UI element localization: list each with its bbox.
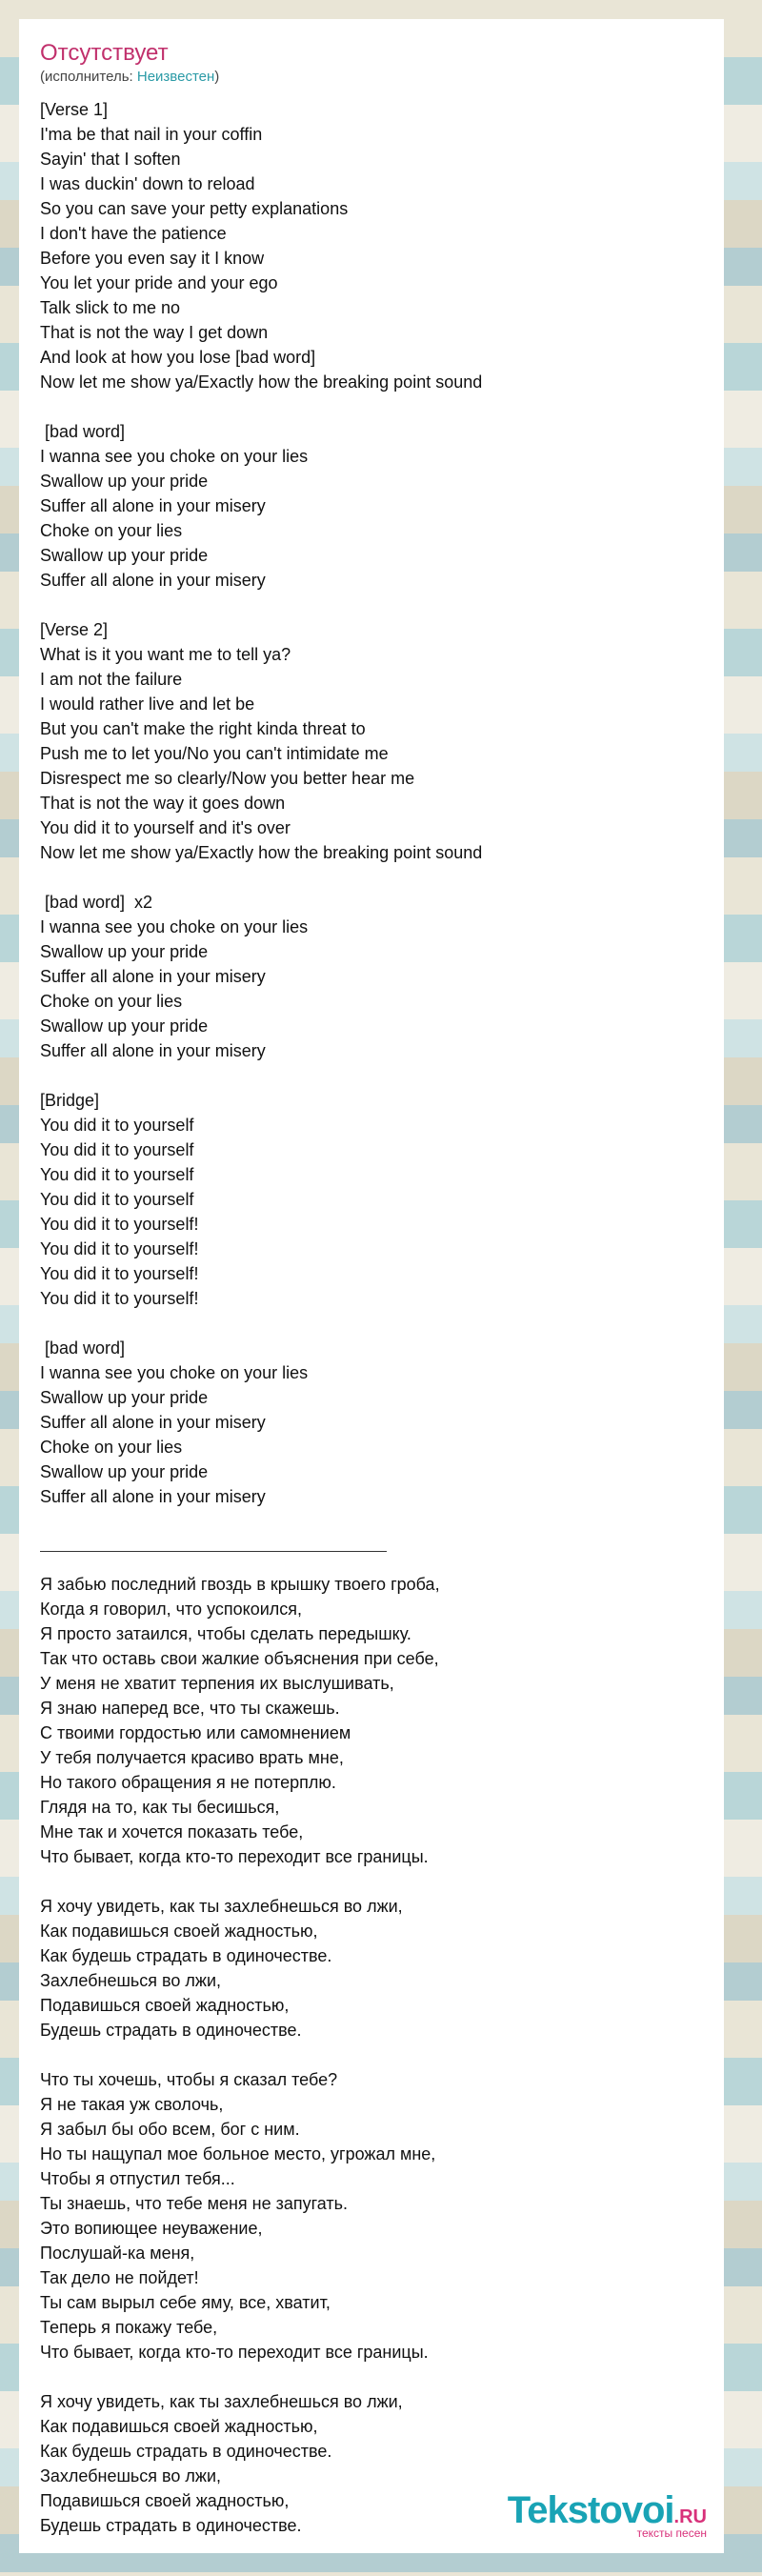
lyrics-line: Swallow up your pride	[40, 942, 209, 961]
translation-line: Как подавишься своей жадностью,	[40, 1922, 318, 1941]
translation-line: Я забью последний гвоздь в крышку твоего гроба,	[40, 1575, 440, 1594]
translation-line: Подавишься своей жадностью,	[40, 1996, 290, 2015]
lyrics-line: [Bridge]	[40, 1091, 100, 1110]
translation-line: С твоими гордостью или самомнением	[40, 1723, 351, 1742]
artist-line	[40, 69, 219, 85]
lyrics-line: Swallow up your pride	[40, 546, 209, 565]
song-title: Отсутствует	[40, 40, 169, 66]
lyrics-line: I wanna see you choke on your lies	[40, 447, 309, 466]
lyrics-line: Suffer all alone in your misery	[40, 967, 266, 986]
lyrics-line: That is not the way it goes down	[40, 794, 286, 813]
translation-line: Как будешь страдать в одиночестве.	[40, 2442, 332, 2461]
translation-line: Захлебнешься во лжи,	[40, 1971, 221, 1990]
lyrics-line: I wanna see you choke on your lies	[40, 917, 309, 936]
lyrics-line: Disrespect me so clearly/Now you better hear me	[40, 769, 415, 788]
translation-line: Теперь я покажу тебе,	[40, 2318, 218, 2337]
translation-line: Послушай-ка меня,	[40, 2244, 195, 2263]
lyrics-line: Before you even say it I know	[40, 249, 265, 268]
content-panel	[19, 19, 724, 2553]
lyrics-line	[40, 1063, 707, 1088]
lyrics-line: You did it to yourself!	[40, 1264, 199, 1283]
lyrics-line: Suffer all alone in your misery	[40, 1487, 266, 1506]
translation-line: Что ты хочешь, чтобы я сказал тебе?	[40, 2070, 338, 2089]
translation-line: Я просто затаился, чтобы сделать передышку.	[40, 1624, 411, 1643]
lyrics-line: [Verse 2]	[40, 620, 109, 639]
lyrics-line: Talk slick to me no	[40, 298, 181, 317]
lyrics-line: Now let me show ya/Exactly how the breaking point sound	[40, 372, 483, 392]
translation-line: Захлебнешься во лжи,	[40, 2466, 221, 2485]
lyrics-text	[40, 97, 707, 1509]
lyrics-line: [bad word]	[40, 1338, 126, 1358]
lyrics-line	[40, 394, 707, 419]
lyrics-line: Choke on your lies	[40, 992, 183, 1011]
section-divider	[40, 1551, 387, 1552]
lyrics-line: Swallow up your pride	[40, 1388, 209, 1407]
lyrics-line	[40, 1311, 707, 1336]
translation-line: У тебя получается красиво врать мне,	[40, 1748, 344, 1767]
translation-text	[40, 1572, 707, 2538]
lyrics-line: What is it you want me to tell ya?	[40, 645, 291, 664]
translation-line: Я знаю наперед все, что ты скажешь.	[40, 1699, 340, 1718]
translation-line: Так что оставь свои жалкие объяснения при себе,	[40, 1649, 439, 1668]
lyrics-line: Swallow up your pride	[40, 472, 209, 491]
translation-line: Как будешь страдать в одиночестве.	[40, 1946, 332, 1965]
translation-line: Будешь страдать в одиночестве.	[40, 2021, 302, 2040]
translation-line: Как подавишься своей жадностью,	[40, 2417, 318, 2436]
lyrics-line	[40, 865, 707, 890]
translation-line	[40, 2365, 707, 2389]
lyrics-line: I'ma be that nail in your coffin	[40, 125, 263, 144]
lyrics-line: You did it to yourself	[40, 1190, 194, 1209]
lyrics-line: You let your pride and your ego	[40, 273, 278, 292]
lyrics-line: You did it to yourself	[40, 1140, 194, 1159]
lyrics-line: Choke on your lies	[40, 521, 183, 540]
lyrics-line: Sayin' that I soften	[40, 150, 181, 169]
translation-line: Когда я говорил, что успокоился,	[40, 1600, 303, 1619]
translation-line: Но ты нащупал мое больное место, угрожал мне,	[40, 2144, 436, 2163]
translation-line: Что бывает, когда кто-то переходит все границы.	[40, 1847, 429, 1866]
logo-tagline: тексты песен	[636, 2526, 707, 2540]
translation-line: Я забыл бы обо всем, бог с ним.	[40, 2120, 300, 2139]
translation-line: Так дело не пойдет!	[40, 2268, 199, 2287]
lyrics-line: [bad word] x2	[40, 893, 153, 912]
translation-line: У меня не хватит терпения их выслушивать,	[40, 1674, 394, 1693]
lyrics-line: Push me to let you/No you can't intimidate me	[40, 744, 389, 763]
lyrics-line: I am not the failure	[40, 670, 183, 689]
lyrics-line: Suffer all alone in your misery	[40, 496, 266, 515]
lyrics-line: I was duckin' down to reload	[40, 174, 255, 193]
lyrics-line: And look at how you lose [bad word]	[40, 348, 316, 367]
lyrics-line: That is not the way I get down	[40, 323, 269, 342]
artist-prefix: (исполнитель:	[40, 69, 137, 85]
translation-line	[40, 2043, 707, 2067]
translation-line: Я хочу увидеть, как ты захлебнешься во лжи,	[40, 1897, 403, 1916]
lyrics-line: Swallow up your pride	[40, 1462, 209, 1481]
translation-line: Но такого обращения я не потерплю.	[40, 1773, 336, 1792]
lyrics-line: Suffer all alone in your misery	[40, 1413, 266, 1432]
lyrics-line: You did it to yourself!	[40, 1215, 199, 1234]
translation-line: Подавишься своей жадностью,	[40, 2491, 290, 2510]
translation-line: Что бывает, когда кто-то переходит все границы.	[40, 2343, 429, 2362]
translation-line: Мне так и хочется показать тебе,	[40, 1822, 304, 1841]
site-logo[interactable]	[508, 2489, 707, 2540]
lyrics-line: So you can save your petty explanations	[40, 199, 349, 218]
lyrics-line: Choke on your lies	[40, 1438, 183, 1457]
lyrics-line: You did it to yourself and it's over	[40, 818, 291, 837]
lyrics-line	[40, 593, 707, 617]
lyrics-line: I would rather live and let be	[40, 694, 255, 714]
translation-line: Глядя на то, как ты бесишься,	[40, 1798, 280, 1817]
translation-line	[40, 1869, 707, 1894]
lyrics-line: [bad word]	[40, 422, 126, 441]
lyrics-line: You did it to yourself!	[40, 1239, 199, 1258]
lyrics-line: I wanna see you choke on your lies	[40, 1363, 309, 1382]
lyrics-line: But you can't make the right kinda threat to	[40, 719, 366, 738]
translation-line: Будешь страдать в одиночестве.	[40, 2516, 302, 2535]
translation-line: Ты знаешь, что тебе меня не запугать.	[40, 2194, 349, 2213]
lyrics-line: Swallow up your pride	[40, 1016, 209, 1036]
lyrics-line: [Verse 1]	[40, 100, 109, 119]
lyrics-line: Now let me show ya/Exactly how the breaking point sound	[40, 843, 483, 862]
lyrics-line: Suffer all alone in your misery	[40, 571, 266, 590]
lyrics-line: I don't have the patience	[40, 224, 227, 243]
logo-name: Tekstovoi	[507, 2489, 674, 2531]
translation-line: Я хочу увидеть, как ты захлебнешься во лжи,	[40, 2392, 403, 2411]
artist-suffix: )	[214, 69, 220, 85]
translation-line: Я не такая уж сволочь,	[40, 2095, 224, 2114]
artist-link[interactable]: Неизвестен	[136, 69, 215, 85]
translation-line: Ты сам вырыл себе яму, все, хватит,	[40, 2293, 331, 2312]
translation-line: Чтобы я отпустил тебя...	[40, 2169, 235, 2188]
translation-line: Это вопиющее неуважение,	[40, 2219, 263, 2238]
lyrics-line: You did it to yourself	[40, 1165, 194, 1184]
lyrics-line: You did it to yourself!	[40, 1289, 199, 1308]
lyrics-line: You did it to yourself	[40, 1116, 194, 1135]
lyrics-line: Suffer all alone in your misery	[40, 1041, 266, 1060]
logo-tld: .RU	[673, 2506, 707, 2527]
